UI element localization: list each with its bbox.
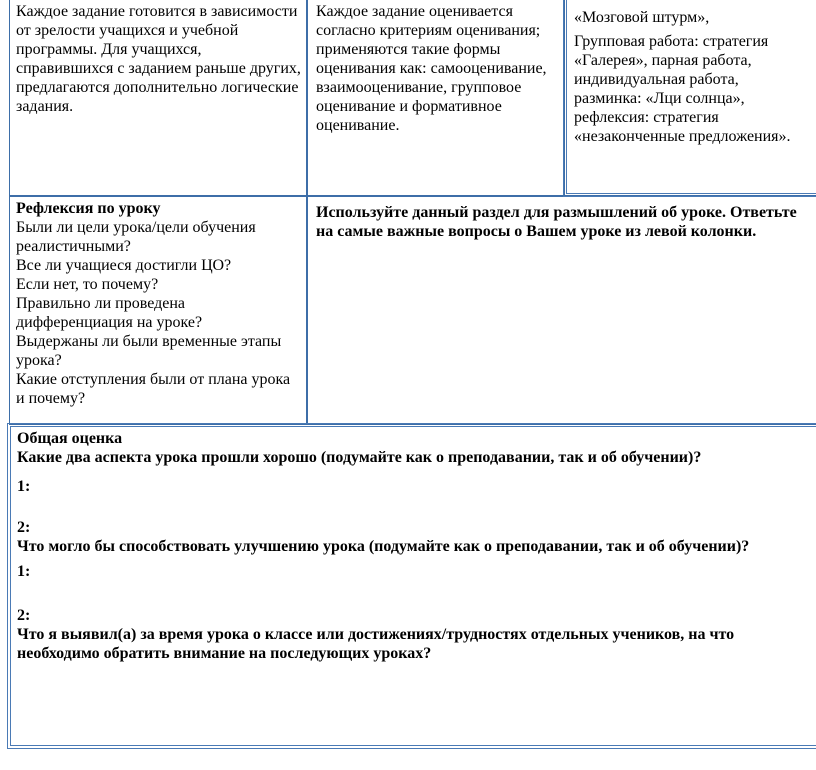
- differentiation-text: Каждое задание готовится в зависимости от зрелости учащихся и учебной программы. Для учащихся, справившихся с заданием раньше других, предлагаются дополнительно логические задания.: [16, 3, 301, 115]
- summary-question-3: Что я выявил(а) за время урока о классе или достижениях/трудностях отдельных учеников, на что необходимо обратить внимание на последующих уроках?: [17, 626, 735, 662]
- methods-cell: [563, 0, 816, 197]
- summary-answer-1-1: 1:: [17, 478, 31, 495]
- summary-answer-2-2: 2:: [17, 607, 31, 624]
- summary-answer-1-2: 2:: [17, 519, 31, 536]
- reflection-question: Все ли учащиеся достигли ЦО?: [16, 257, 232, 274]
- reflection-title: Рефлексия по уроку: [16, 200, 161, 217]
- methods-text: Групповая работа: стратегия «Галерея», парная работа, индивидуальная работа, разминка: «Лци солнца», рефлексия: стратегия «незаконченные предложения».: [574, 33, 791, 145]
- differentiation-cell: [9, 0, 308, 197]
- reflection-answer-cell[interactable]: [306, 195, 816, 425]
- reflection-question: Если нет, то почему?: [16, 276, 159, 293]
- reflection-question: Выдержаны ли были временные этапы урока?: [16, 333, 282, 369]
- reflection-question: Правильно ли проведена дифференциация на уроке?: [16, 295, 203, 331]
- summary-title: Общая оценка: [17, 430, 123, 447]
- summary-question-1: Какие два аспекта урока прошли хорошо (подумайте как о преподавании, так и об обучении)?: [17, 449, 702, 466]
- summary-question-2: Что могло бы способствовать улучшению урока (подумайте как о преподавании, так и об обучении)?: [17, 538, 750, 555]
- reflection-question: Какие отступления были от плана урока и почему?: [16, 371, 291, 407]
- assessment-text: Каждое задание оценивается согласно критериям оценивания; применяются такие формы оценивания как: самооценивание, взаимооценивание, групповое оценивание и формативное оценивание.: [316, 3, 547, 134]
- methods-first-line: «Мозговой штурм»,: [574, 9, 710, 26]
- summary-cell[interactable]: [7, 423, 816, 749]
- reflection-instruction: Используйте данный раздел для размышлений об уроке. Ответьте на самые важные вопросы о Вашем уроке из левой колонки.: [316, 204, 797, 240]
- reflection-questions-cell: [9, 195, 308, 425]
- summary-answer-2-1: 1:: [17, 563, 31, 580]
- assessment-cell: [306, 0, 565, 197]
- reflection-question: Были ли цели урока/цели обучения реалистичными?: [16, 219, 256, 255]
